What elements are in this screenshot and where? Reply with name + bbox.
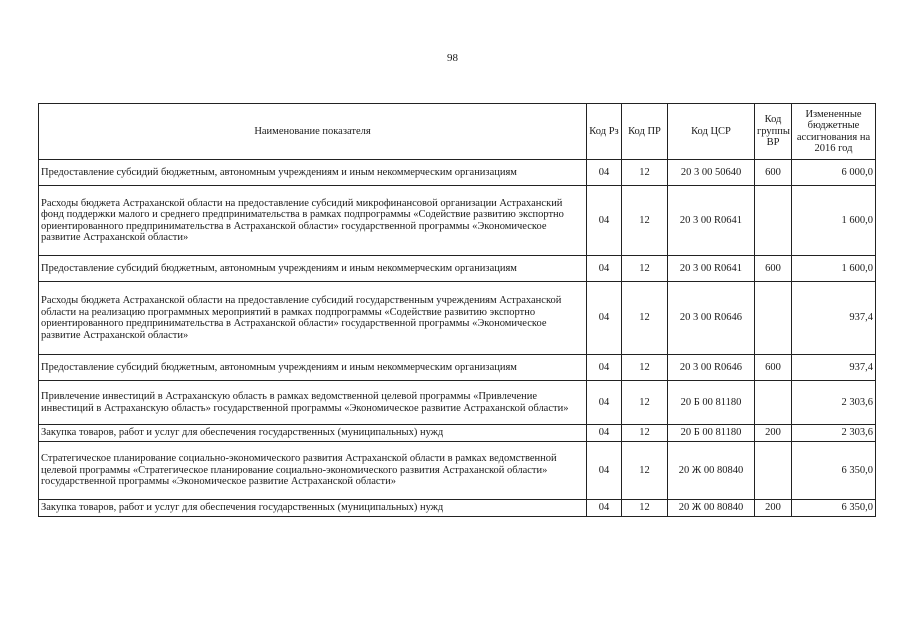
row-pr: 12 — [622, 160, 668, 186]
row-rz: 04 — [587, 355, 622, 381]
table-row — [39, 425, 876, 442]
table-header — [39, 104, 876, 160]
row-pr: 12 — [622, 425, 668, 442]
row-amount: 2 303,6 — [792, 425, 876, 442]
row-amount: 937,4 — [792, 355, 876, 381]
row-amount: 1 600,0 — [792, 256, 876, 282]
row-amount: 6 350,0 — [792, 500, 876, 517]
row-csr: 20 3 00 50640 — [668, 160, 755, 186]
table-row — [39, 442, 876, 500]
header-name: Наименование показателя — [39, 104, 587, 160]
row-name: Закупка товаров, работ и услуг для обеспечения государственных (муниципальных) нужд — [39, 500, 587, 517]
row-rz: 04 — [587, 425, 622, 442]
row-rz: 04 — [587, 381, 622, 425]
header-vr: Код группы ВР — [755, 104, 792, 160]
row-amount: 937,4 — [792, 282, 876, 355]
row-vr — [755, 442, 792, 500]
row-pr: 12 — [622, 381, 668, 425]
table-row — [39, 160, 876, 186]
row-vr: 600 — [755, 160, 792, 186]
row-amount: 6 000,0 — [792, 160, 876, 186]
header-csr: Код ЦСР — [668, 104, 755, 160]
table-row — [39, 381, 876, 425]
row-pr: 12 — [622, 355, 668, 381]
row-vr — [755, 186, 792, 256]
row-rz: 04 — [587, 186, 622, 256]
row-pr: 12 — [622, 442, 668, 500]
budget-table — [38, 103, 876, 517]
row-pr: 12 — [622, 500, 668, 517]
row-name: Расходы бюджета Астраханской области на предоставление субсидий государственным учреждениям Астраханской области на реализацию программных мероприятий в рамках подпрограммы «Содействие развитию экспортно ориентированного предпринимательства в Астраханской области» государственной программы «Экономическое развитие Астраханской области» — [39, 282, 587, 355]
row-vr: 600 — [755, 256, 792, 282]
row-rz: 04 — [587, 442, 622, 500]
row-rz: 04 — [587, 160, 622, 186]
header-rz: Код Рз — [587, 104, 622, 160]
row-name: Предоставление субсидий бюджетным, автономным учреждениям и иным некоммерческим организациям — [39, 256, 587, 282]
row-name: Расходы бюджета Астраханской области на предоставление субсидий микрофинансовой организации Астраханский фонд поддержки малого и среднего предпринимательства в рамках подпрограммы «Содействие развитию экспортно ориентированного предпринимательства в Астраханской области» государственной программы «Экономическое развитие Астраханской области» — [39, 186, 587, 256]
row-name: Закупка товаров, работ и услуг для обеспечения государственных (муниципальных) нужд — [39, 425, 587, 442]
row-amount: 2 303,6 — [792, 381, 876, 425]
row-rz: 04 — [587, 256, 622, 282]
row-vr — [755, 381, 792, 425]
table-row — [39, 256, 876, 282]
page-number: 98 — [447, 52, 458, 64]
row-vr: 600 — [755, 355, 792, 381]
row-pr: 12 — [622, 186, 668, 256]
row-csr: 20 Б 00 81180 — [668, 425, 755, 442]
row-amount: 6 350,0 — [792, 442, 876, 500]
row-vr: 200 — [755, 500, 792, 517]
row-name: Стратегическое планирование социально-экономического развития Астраханской области в рамках ведомственной целевой программы «Стратегическое планирование социально-экономического развития Астраханской области» государственной программы «Экономическое развитие Астраханской области» — [39, 442, 587, 500]
row-pr: 12 — [622, 282, 668, 355]
row-pr: 12 — [622, 256, 668, 282]
table-row — [39, 355, 876, 381]
table-row — [39, 282, 876, 355]
row-csr: 20 3 00 R0646 — [668, 355, 755, 381]
row-csr: 20 Б 00 81180 — [668, 381, 755, 425]
row-name: Предоставление субсидий бюджетным, автономным учреждениям и иным некоммерческим организациям — [39, 355, 587, 381]
row-csr: 20 3 00 R0641 — [668, 256, 755, 282]
row-csr: 20 3 00 R0646 — [668, 282, 755, 355]
table-row — [39, 500, 876, 517]
row-amount: 1 600,0 — [792, 186, 876, 256]
row-rz: 04 — [587, 500, 622, 517]
row-name: Предоставление субсидий бюджетным, автономным учреждениям и иным некоммерческим организациям — [39, 160, 587, 186]
header-pr: Код ПР — [622, 104, 668, 160]
row-csr: 20 3 00 R0641 — [668, 186, 755, 256]
table-row — [39, 186, 876, 256]
row-csr: 20 Ж 00 80840 — [668, 442, 755, 500]
header-amount: Измененные бюджетные ассигнования на 2016 год — [792, 104, 876, 160]
row-vr — [755, 282, 792, 355]
row-csr: 20 Ж 00 80840 — [668, 500, 755, 517]
table-body — [39, 160, 876, 517]
header-row — [39, 104, 876, 160]
row-rz: 04 — [587, 282, 622, 355]
row-vr: 200 — [755, 425, 792, 442]
row-name: Привлечение инвестиций в Астраханскую область в рамках ведомственной целевой программы «Привлечение инвестиций в Астраханскую область» государственной программы «Экономическое развитие Астраханской области» — [39, 381, 587, 425]
